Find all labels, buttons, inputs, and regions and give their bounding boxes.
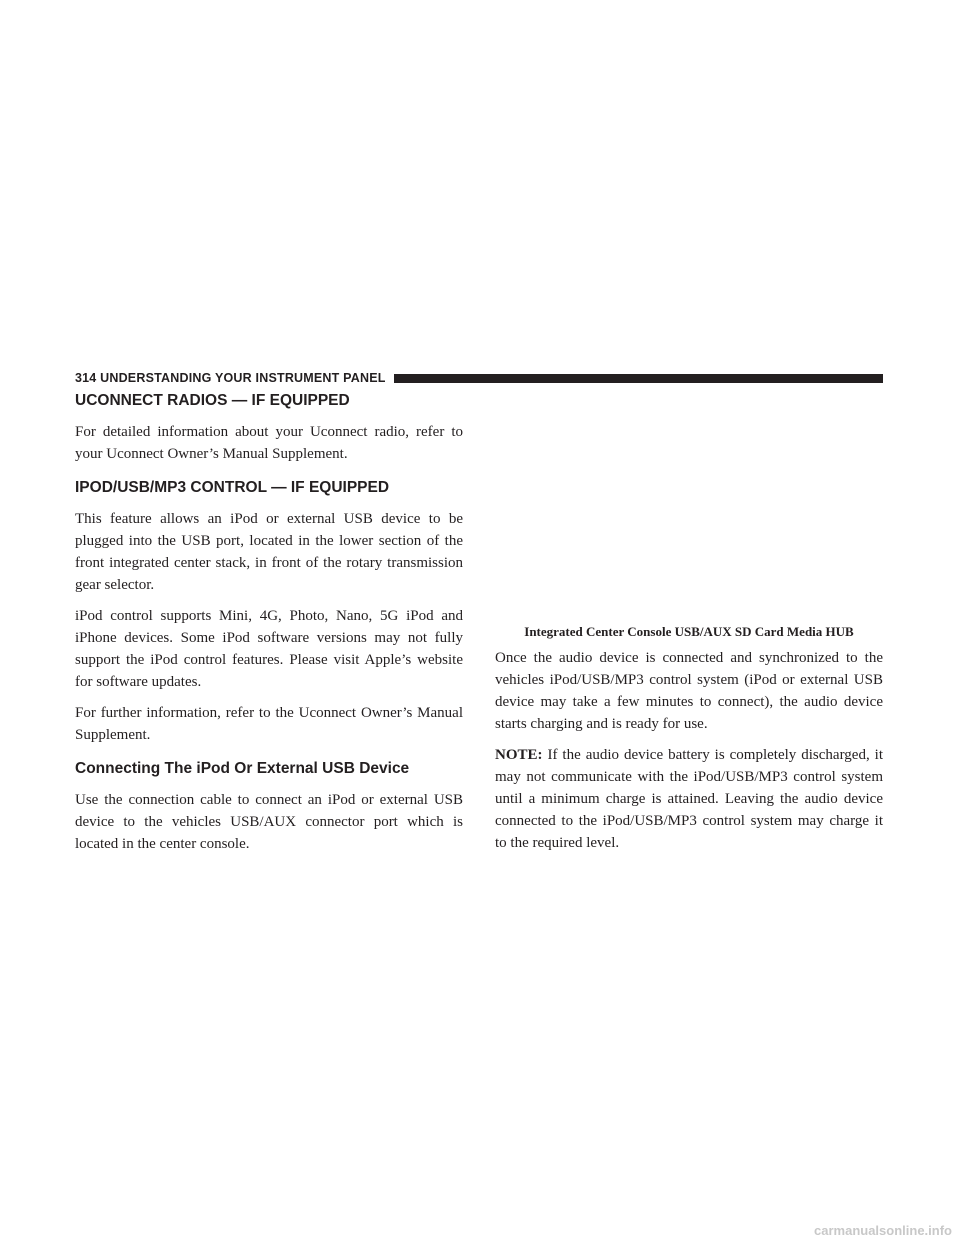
page-header — [75, 370, 883, 386]
section-title-ipod-usb-mp3: IPOD/USB/MP3 CONTROL — IF EQUIPPED — [75, 479, 390, 496]
paragraph-ipod-support: iPod control supports Mini, 4G, Photo, Nano, 5G iPod and iPhone devices. Some iPod software versions may not fully support the iPod control features. Please visit Apple’s website for software updates. — [75, 608, 463, 690]
paragraph-once-connected: Once the audio device is connected and synchronized to the vehicles iPod/USB/MP3 control system (iPod or external USB device may take a few minutes to connect), the audio device starts charging and is ready for use. — [495, 650, 883, 732]
section-title-uconnect-radios: UCONNECT RADIOS — IF EQUIPPED — [75, 392, 350, 409]
watermark: carmanualsonline.info — [814, 1223, 952, 1238]
subsection-title-connecting: Connecting The iPod Or External USB Device — [75, 760, 410, 777]
figure-caption: Integrated Center Console USB/AUX SD Card Media HUB — [524, 624, 854, 639]
note-label: NOTE: — [495, 747, 543, 763]
left-column — [75, 391, 463, 864]
paragraph-further-info: For further information, refer to the Uconnect Owner’s Manual Supplement. — [75, 705, 463, 743]
paragraph-connection: Use the connection cable to connect an iPod or external USB device to the vehicles USB/AUX connector port which is located in the center console. — [75, 792, 463, 852]
note-text: If the audio device battery is completely discharged, it may not communicate with the iPod/USB/MP3 control system until a minimum charge is attained. Leaving the audio device connected to the iPod/USB/MP3 control system may charge it to the required level. — [495, 747, 883, 851]
header-rule — [394, 374, 883, 383]
page-header-text: 314 UNDERSTANDING YOUR INSTRUMENT PANEL — [75, 371, 386, 385]
paragraph-feature: This feature allows an iPod or external USB device to be plugged into the USB port, located in the lower section of the front integrated center stack, in front of the rotary transmission gear selector. — [75, 511, 463, 593]
right-column — [495, 623, 883, 863]
note-paragraph — [495, 744, 883, 854]
paragraph-uconnect-info: For detailed information about your Uconnect radio, refer to your Uconnect Owner’s Manual Supplement. — [75, 424, 463, 462]
